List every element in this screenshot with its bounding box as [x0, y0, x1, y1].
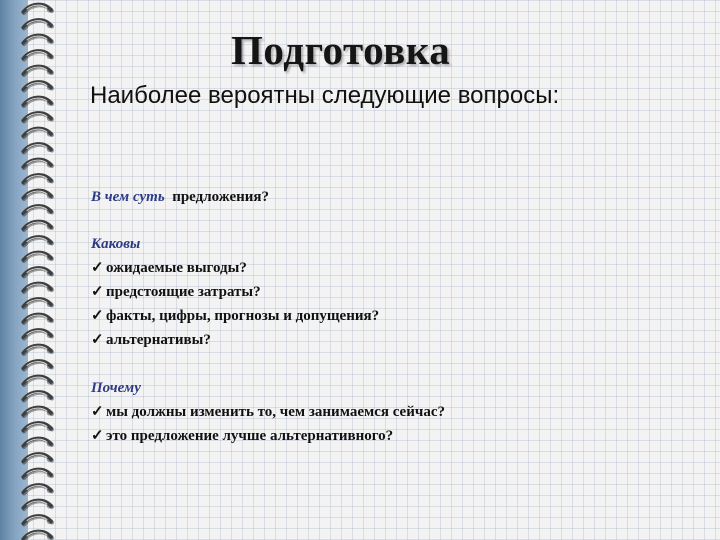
- question-essence-text: предложения?: [172, 189, 269, 205]
- list-item: [91, 307, 379, 325]
- spiral-ring: [23, 454, 53, 463]
- list-item-text: альтернативы?: [106, 332, 211, 348]
- spiral-ring: [23, 128, 53, 137]
- spiral-ring: [23, 330, 53, 339]
- spiral-ring: [23, 485, 53, 494]
- list-item: [91, 283, 261, 301]
- checkmark-icon: ✓: [91, 428, 104, 444]
- spiral-ring: [23, 159, 53, 168]
- section-heading-kakovy: Каковы: [91, 236, 141, 252]
- checkmark-icon: ✓: [91, 332, 104, 348]
- section-heading-pochemu: Почему: [91, 380, 141, 396]
- spiral-ring: [23, 469, 53, 478]
- spiral-ring: [23, 314, 53, 323]
- checkmark-icon: ✓: [91, 404, 104, 420]
- spiral-ring: [23, 345, 53, 354]
- spiral-ring: [23, 20, 53, 29]
- spiral-ring: [23, 500, 53, 509]
- list-item: [91, 427, 393, 445]
- spiral-ring: [23, 531, 53, 540]
- spiral-ring: [23, 221, 53, 230]
- checkmark-icon: ✓: [91, 308, 104, 324]
- spiral-ring: [23, 361, 53, 370]
- list-item: [91, 403, 445, 421]
- spiral-ring: [23, 376, 53, 385]
- spiral-ring: [23, 113, 53, 122]
- spiral-ring: [23, 283, 53, 292]
- list-item: [91, 331, 211, 349]
- spiral-ring: [23, 144, 53, 153]
- spiral-binding: [0, 0, 72, 540]
- list-item-text: это предложение лучше альтернативного?: [106, 428, 394, 444]
- page-title: Подготовка: [231, 27, 451, 73]
- spiral-ring: [23, 392, 53, 401]
- spiral-ring: [23, 66, 53, 75]
- spiral-ring: [23, 35, 53, 44]
- question-essence-emphasis: В чем суть: [91, 189, 165, 205]
- spiral-ring: [23, 51, 53, 60]
- spiral-ring: [23, 423, 53, 432]
- spiral-ring: [23, 268, 53, 277]
- list-item-text: ожидаемые выгоды?: [106, 260, 247, 276]
- spiral-ring: [23, 237, 53, 246]
- spiral-ring: [23, 4, 53, 13]
- spiral-ring: [23, 516, 53, 525]
- spiral-ring: [23, 299, 53, 308]
- checkmark-icon: ✓: [91, 260, 104, 276]
- spiral-ring: [23, 206, 53, 215]
- list-item-text: предстоящие затраты?: [106, 284, 261, 300]
- spiral-ring: [23, 252, 53, 261]
- spiral-ring: [23, 97, 53, 106]
- spiral-ring: [23, 438, 53, 447]
- list-item-text: мы должны изменить то, чем занимаемся сейчас?: [106, 404, 445, 420]
- spiral-ring: [23, 407, 53, 416]
- list-item: [91, 259, 247, 277]
- list-item-text: факты, цифры, прогнозы и допущения?: [106, 308, 380, 324]
- spiral-ring: [23, 82, 53, 91]
- checkmark-icon: ✓: [91, 284, 104, 300]
- page-subtitle: Наиболее вероятны следующие вопросы:: [90, 82, 560, 109]
- question-essence: [91, 188, 269, 206]
- spiral-ring: [23, 175, 53, 184]
- spiral-ring: [23, 190, 53, 199]
